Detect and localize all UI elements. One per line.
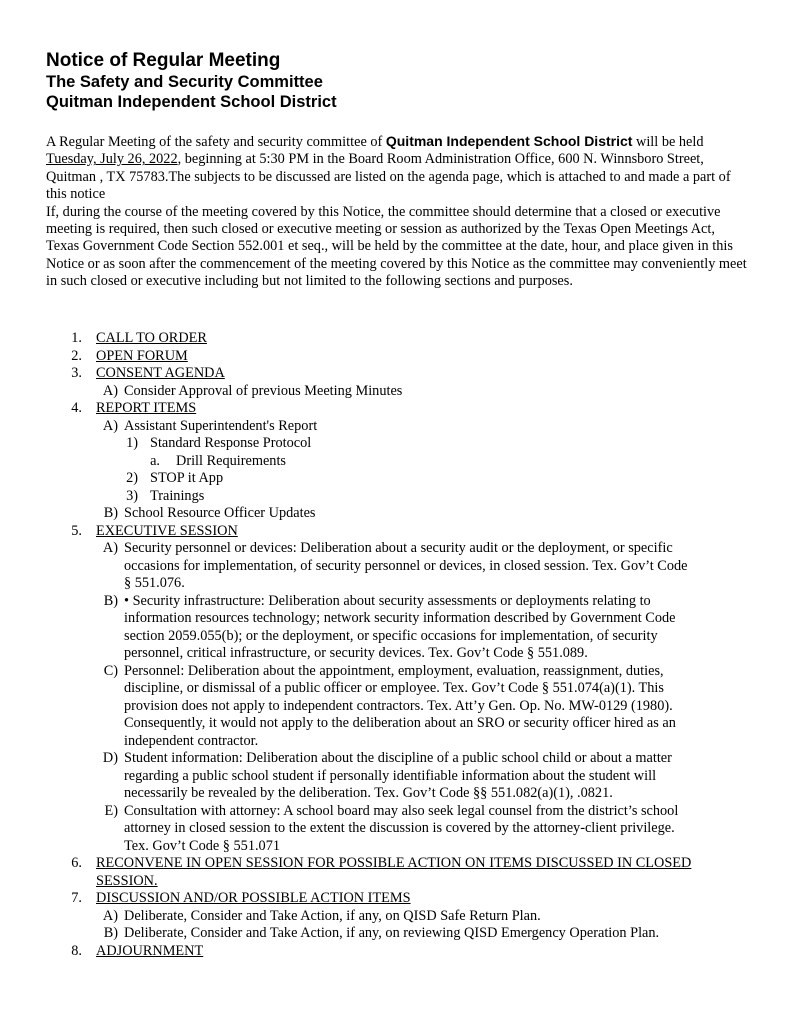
item-label: EXECUTIVE SESSION bbox=[96, 522, 238, 539]
item-number: 4. bbox=[71, 400, 82, 416]
agenda-item-5e bbox=[0, 803, 791, 856]
item-label: CONSENT AGENDA bbox=[96, 365, 225, 381]
item-number: C) bbox=[103, 662, 118, 679]
item-number: 2) bbox=[126, 470, 138, 486]
agenda-item-8 bbox=[0, 943, 791, 961]
item-line: • Security infrastructure: Deliberation about security assessments or deployments relating to bbox=[124, 592, 651, 609]
agenda-item-4a bbox=[0, 418, 791, 436]
intro-paragraph-1 bbox=[46, 133, 751, 204]
item-label: Assistant Superintendent's Report bbox=[124, 417, 318, 434]
item-line: SESSION. bbox=[96, 872, 158, 889]
agenda-item-3 bbox=[0, 365, 791, 383]
item-label: Drill Requirements bbox=[176, 452, 286, 469]
item-line: personnel, critical infrastructure, or security devices. Tex. Gov’t Code § 551.089. bbox=[124, 645, 588, 661]
item-line: Consequently, it would not apply to the deliberation about an SRO or security officer hired as an bbox=[124, 715, 676, 731]
intro-p1-part-c: , beginning at 5:30 PM in the Board Room Administration Office, 600 N. Winnsboro Street, Quitman , TX 75783.The subjects to be discussed are listed on the agenda page, which is attached to and made a part of this notice bbox=[46, 151, 731, 203]
agenda-item-4a2 bbox=[0, 470, 791, 488]
notice-header bbox=[46, 50, 337, 112]
agenda-item-4 bbox=[0, 400, 791, 418]
item-number: 3. bbox=[71, 365, 82, 381]
item-label: CALL TO ORDER bbox=[96, 330, 207, 346]
item-number: A) bbox=[102, 417, 118, 434]
item-label: Deliberate, Consider and Take Action, if any, on QISD Safe Return Plan. bbox=[124, 907, 541, 924]
intro-p1-part-b: will be held bbox=[632, 134, 704, 150]
item-number: 6. bbox=[71, 855, 82, 871]
agenda-item-4b bbox=[0, 505, 791, 523]
item-line: provision does not apply to independent contractors. Tex. Att’y Gen. Op. No. MW-0129 (1980). bbox=[124, 697, 673, 714]
item-number: A) bbox=[102, 382, 118, 399]
item-line: Security personnel or devices: Deliberation about a security audit or the deployment, or specific bbox=[124, 540, 673, 556]
item-number: 8. bbox=[71, 942, 82, 959]
intro-p1-part-a: A Regular Meeting of the safety and security committee of bbox=[46, 134, 386, 150]
agenda-item-6 bbox=[0, 855, 791, 890]
item-number: 1. bbox=[71, 330, 82, 346]
item-number: 7. bbox=[71, 890, 82, 906]
item-number: E) bbox=[104, 802, 118, 819]
item-line: occasions for implementation, of security personnel or devices, in closed session. Tex. Gov’t Code bbox=[124, 557, 688, 574]
item-label: DISCUSSION AND/OR POSSIBLE ACTION ITEMS bbox=[96, 890, 411, 906]
agenda-item-7a bbox=[0, 908, 791, 926]
item-label: STOP it App bbox=[150, 470, 224, 486]
item-line: RECONVENE IN OPEN SESSION FOR POSSIBLE ACTION ON ITEMS DISCUSSED IN CLOSED bbox=[96, 855, 692, 871]
agenda-item-7 bbox=[0, 890, 791, 908]
item-number: B) bbox=[103, 592, 118, 609]
intro-district-bold: Quitman Independent School District bbox=[385, 133, 633, 149]
item-label: OPEN FORUM bbox=[96, 347, 188, 364]
item-line: attorney in closed session to the extent the discussion is covered by the attorney-client privilege. bbox=[124, 820, 675, 836]
item-line: regarding a public school student if personally identifiable information about the student will bbox=[124, 767, 657, 784]
item-number: B) bbox=[103, 505, 118, 521]
item-label: REPORT ITEMS bbox=[96, 400, 197, 416]
agenda-item-4a3 bbox=[0, 488, 791, 506]
page-title: Notice of Regular Meeting bbox=[46, 50, 281, 71]
item-number: D) bbox=[102, 750, 118, 766]
item-number: 1) bbox=[126, 435, 138, 451]
item-number: A) bbox=[102, 907, 118, 924]
item-label: School Resource Officer Updates bbox=[124, 505, 316, 521]
item-number: 5. bbox=[71, 522, 82, 539]
item-line: § 551.076. bbox=[124, 575, 185, 591]
item-line: Tex. Gov’t Code § 551.071 bbox=[124, 837, 280, 854]
intro-paragraph-2: If, during the course of the meeting covered by this Notice, the committee should determine that a closed or executive meeting is required, then such closed or executive meeting or session as authorized by the Texas Open Meetings Act, Texas Government Code Section 552.001 et seq., will be held by the committee at the date, hour, and place given in this Notice or as soon after the commencement of the meeting covered by this Notice as the committee may conveniently meet in such closed or executive including but not limited to the following sections and purposes. bbox=[46, 203, 747, 290]
item-line: Student information: Deliberation about the discipline of a public school child or about a matter bbox=[124, 750, 672, 766]
agenda-item-2 bbox=[0, 348, 791, 366]
item-line: information resources technology; network security information described by Government Code bbox=[124, 610, 676, 626]
item-line: Consultation with attorney: A school board may also seek legal counsel from the district’s school bbox=[124, 802, 679, 819]
item-number: B) bbox=[103, 925, 118, 941]
agenda-item-4a1a bbox=[0, 453, 791, 471]
item-label: Deliberate, Consider and Take Action, if any, on reviewing QISD Emergency Operation Plan. bbox=[124, 925, 660, 941]
item-number: 2. bbox=[71, 347, 82, 364]
item-label: Trainings bbox=[150, 487, 205, 504]
agenda-item-4a1 bbox=[0, 435, 791, 453]
agenda-item-5d bbox=[0, 750, 791, 803]
agenda-list bbox=[0, 330, 791, 960]
district-name: Quitman Independent School District bbox=[46, 93, 337, 111]
item-label: Consider Approval of previous Meeting Minutes bbox=[124, 382, 403, 399]
intro-text bbox=[46, 133, 751, 291]
item-label: Standard Response Protocol bbox=[150, 435, 312, 451]
item-line: discipline, or dismissal of a public officer or employee. Tex. Gov’t Code § 551.074(a)(1). This bbox=[124, 680, 664, 696]
item-line: independent contractor. bbox=[124, 732, 259, 749]
agenda-item-5c bbox=[0, 663, 791, 751]
agenda-item-7b bbox=[0, 925, 791, 943]
item-number: A) bbox=[102, 540, 118, 556]
item-line: Personnel: Deliberation about the appointment, employment, evaluation, reassignment, duties, bbox=[124, 662, 664, 679]
agenda-item-5b bbox=[0, 593, 791, 663]
item-number: 3) bbox=[126, 487, 138, 504]
agenda-item-5 bbox=[0, 523, 791, 541]
agenda-item-5a bbox=[0, 540, 791, 593]
committee-name: The Safety and Security Committee bbox=[46, 73, 323, 91]
meeting-date: Tuesday, July 26, 2022 bbox=[46, 151, 178, 168]
item-label: ADJOURNMENT bbox=[96, 942, 204, 959]
item-line: necessarily be revealed by the deliberation. Tex. Gov’t Code §§ 551.082(a)(1), .0821. bbox=[124, 785, 613, 801]
agenda-item-1 bbox=[0, 330, 791, 348]
item-number: a. bbox=[150, 452, 160, 469]
agenda-item-3a bbox=[0, 383, 791, 401]
item-line: section 2059.055(b); or the deployment, or specific occasions for implementation, of security bbox=[124, 627, 658, 644]
